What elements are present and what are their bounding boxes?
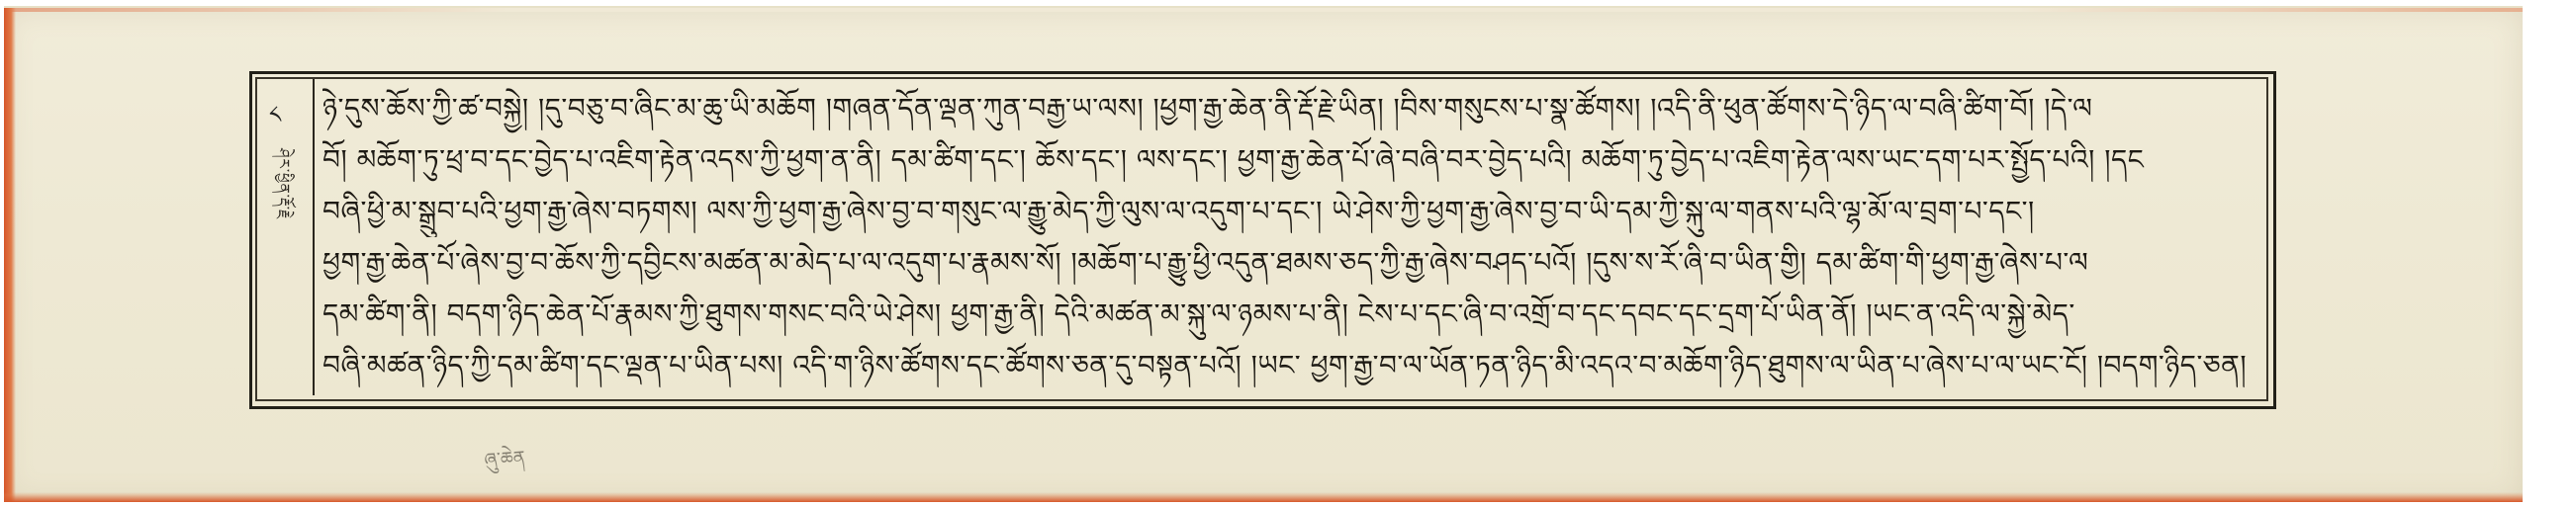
text-line-6: བཞི་མཚན་ཉིད་ཀྱི་དམ་ཚིག་དང་ལྡན་པ་ཡིན་པས། འདི་ག་ཉིས་ཚོགས་དང་ཚོགས་ཅན་དུ་བསྟན་པའོ། །ཡང་ ཕྱག་རྒྱ་བ་ལ་ཡོན་ཏན་ཉིད་མི་འདའ་བ་མཆོག་ཉིད་ཐུགས་ལ་ཡིན་པ་ཞེས་པ་ལ་ཡང་ངོ། །བདག་ཉིད་ཅན། xyxy=(322,349,2248,381)
text-line-2: བོ། མཆོག་ཏུ་ཕྲ་བ་དང་བྱེད་པ་འཇིག་རྟེན་འདས་ཀྱི་ཕྱག་ན་ནི། དམ་ཚིག་དང་། ཆོས་དང་། ལས་དང་། ཕྱག་རྒྱ་ཆེན་པོ་ཞེ་བཞི་བར་བྱེད་པའི། མཆོག་ཏུ་བྱེད་པ་འཇིག་རྟེན་ལས་ཡང་དག་པར་སྤྱོད་པའི། །དང xyxy=(322,143,2145,176)
margin-title: ཤེར་ཕྱིན་རྡོ་རྗེ xyxy=(275,148,293,220)
text-block xyxy=(322,83,2256,395)
red-dyed-bottom-edge xyxy=(4,492,2523,502)
text-line-4: ཕྱག་རྒྱ་ཆེན་པོ་ཞེས་བྱ་བ་ཆོས་ཀྱི་དབྱིངས་མཚན་མ་མེད་པ་ལ་འདུག་པ་རྣམས་སོ། །མཆོག་པ་རྒྱུ་ཕྱི་འདུན་ཐམས་ཅད་ཀྱི་རྒྱ་ཞེས་བཤད་པའོ། །དུས་ས་རོ་ཞི་བ་ཡིན་གྱི། དམ་ཚིག་གི་ཕྱག་རྒྱ་ཞེས་པ་ལ xyxy=(322,246,2089,279)
text-line-1: ཉེ་དུས་ཆོས་ཀྱི་ཚ་བསྐྱེ། །དུ་བཅུ་བ་ཞིང་མ་ཆུ་ཡི་མཆོག །གཞན་དོན་ལྡན་ཀུན་བརྒྱ་ཡ་ལས། །ཕྱག་རྒྱ་ཆེན་ནི་རྡོ་རྗེ་ཡིན། །བིས་གསུངས་པ་སྣ་ཚོགས། །འདི་ནི་ཕུན་ཚོགས་དེ་ཉིད་ལ་བཞི་ཚིག་བོ། །དེ་ལ xyxy=(322,92,2093,125)
text-line-5: དམ་ཚིག་ནི། བདག་ཉིད་ཆེན་པོ་རྣམས་ཀྱི་ཐུགས་གསང་བའི་ཡེ་ཤེས། ཕྱག་རྒྱ་ནི། དེའི་མཚན་མ་སྐུ་ལ་ཉམས་པ་ནི། ངེས་པ་དང་ཞི་བ་འགྲོ་བ་དང་དབང་དང་དྲག་པོ་ཡིན་ནོ། །ཡང་ན་འདི་ལ་སྐྱེ་མེད་ xyxy=(322,297,2075,330)
handwritten-annotation: ཞུ་ཆེན xyxy=(483,447,526,471)
top-edge xyxy=(4,8,2523,12)
left-margin-column xyxy=(257,79,315,395)
text-line-3: བཞི་ཕྱི་མ་སྒྲུབ་པའི་ཕྱག་རྒྱ་ཞེས་བཏགས། ལས་ཀྱི་ཕྱག་རྒྱ་ཞེས་བྱ་བ་གསུང་ལ་རྒྱུ་མེད་ཀྱི་ལུས་ལ་འདུག་པ་དང་། ཡེ་ཤེས་ཀྱི་ཕྱག་རྒྱ་ཞེས་བྱ་བ་ཡི་དམ་ཀྱི་སྐུ་ལ་གནས་པའི་ལྷ་མོ་ལ་བྲག་པ་དང་། xyxy=(322,195,2035,227)
red-dyed-left-edge xyxy=(4,8,16,502)
folio-number: ༨ xyxy=(269,101,282,128)
